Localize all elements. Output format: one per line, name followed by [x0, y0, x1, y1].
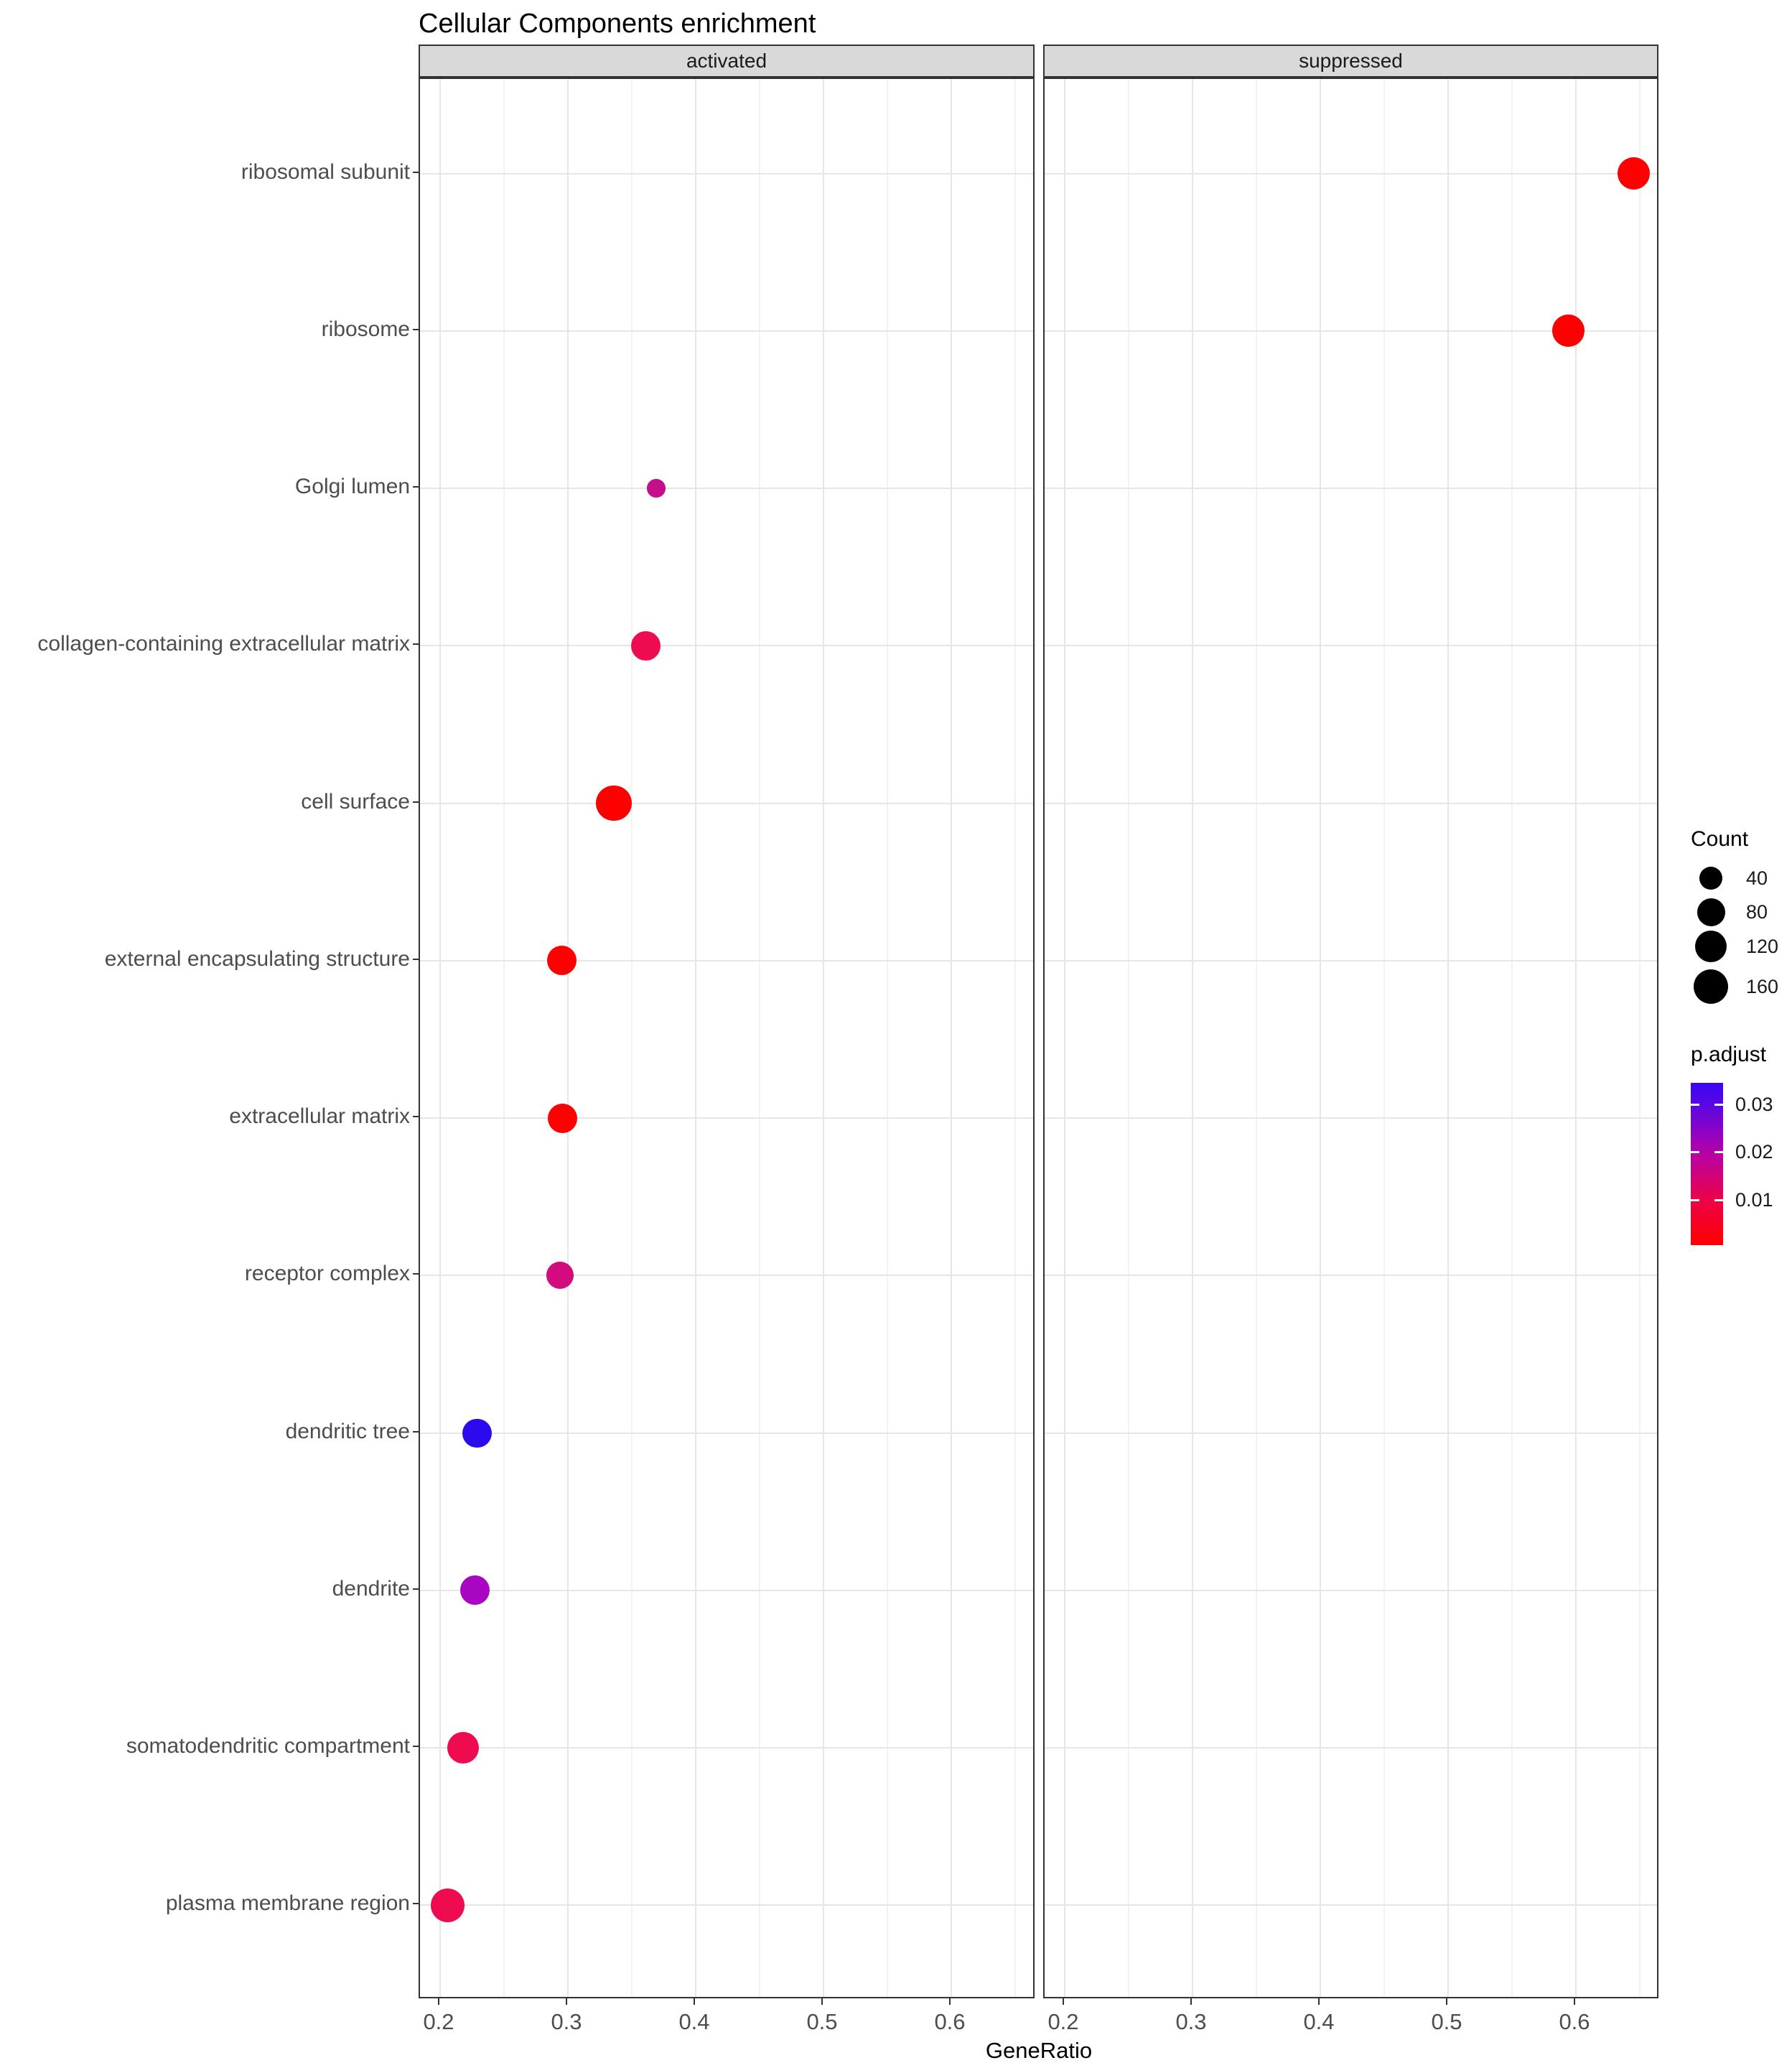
padjust-tick	[1714, 1104, 1723, 1106]
y-tick-mark	[413, 1588, 419, 1590]
x-tick-mark	[949, 1998, 951, 2005]
row-gridline	[1045, 1433, 1657, 1434]
x-tick-mark	[1063, 1998, 1064, 2005]
y-tick-mark	[413, 1273, 419, 1275]
minor-gridline	[1639, 79, 1641, 1997]
x-tick-mark	[1574, 1998, 1575, 2005]
minor-gridline	[1383, 79, 1385, 1997]
data-point	[1618, 157, 1650, 190]
x-tick-label: 0.5	[1431, 2009, 1462, 2034]
padjust-tick	[1691, 1104, 1699, 1106]
count-legend-circle	[1697, 898, 1725, 926]
y-axis-label: Golgi lumen	[294, 475, 410, 498]
row-gridline	[420, 1747, 1033, 1748]
panel-suppressed	[1043, 78, 1658, 1998]
y-axis-label: external encapsulating structure	[104, 947, 410, 971]
y-axis-label: ribosomal subunit	[241, 160, 410, 184]
row-gridline	[420, 1904, 1033, 1906]
padjust-tick	[1714, 1199, 1723, 1201]
facet-strip-suppressed-label: suppressed	[1299, 50, 1403, 72]
y-tick-mark	[413, 1903, 419, 1904]
x-tick-mark	[438, 1998, 439, 2005]
major-gridline	[567, 79, 569, 1997]
row-gridline	[420, 488, 1033, 489]
row-gridline	[1045, 803, 1657, 804]
data-point	[596, 786, 631, 821]
row-gridline	[1045, 173, 1657, 174]
major-gridline	[823, 79, 824, 1997]
row-gridline	[1045, 488, 1657, 489]
plot-title: Cellular Components enrichment	[419, 9, 816, 39]
major-gridline	[1575, 79, 1577, 1997]
row-gridline	[1045, 1904, 1657, 1906]
y-tick-mark	[413, 172, 419, 173]
facet-strip-activated	[419, 45, 1035, 78]
minor-gridline	[1256, 79, 1257, 1997]
y-tick-mark	[413, 1116, 419, 1117]
data-point	[447, 1732, 479, 1764]
padjust-tick	[1691, 1151, 1699, 1153]
data-point	[548, 1104, 577, 1133]
x-tick-label: 0.4	[1303, 2009, 1335, 2034]
y-axis-label: collagen-containing extracellular matrix	[37, 632, 410, 656]
data-point	[546, 1262, 574, 1289]
x-tick-mark	[1446, 1998, 1447, 2005]
y-tick-mark	[413, 486, 419, 488]
data-point	[647, 479, 666, 498]
count-legend-circle	[1699, 867, 1722, 890]
x-tick-label: 0.5	[806, 2009, 838, 2034]
row-gridline	[1045, 960, 1657, 961]
padjust-tick	[1714, 1151, 1723, 1153]
minor-gridline	[1128, 79, 1129, 1997]
row-gridline	[420, 330, 1033, 332]
row-gridline	[420, 1590, 1033, 1591]
minor-gridline	[887, 79, 888, 1997]
major-gridline	[695, 79, 696, 1997]
count-legend-label: 160	[1746, 976, 1779, 997]
row-gridline	[420, 1117, 1033, 1119]
major-gridline	[951, 79, 952, 1997]
y-tick-mark	[413, 801, 419, 803]
padjust-tick-label: 0.02	[1735, 1141, 1773, 1163]
y-axis-label: receptor complex	[244, 1262, 410, 1285]
x-tick-mark	[1190, 1998, 1192, 2005]
major-gridline	[1320, 79, 1321, 1997]
x-tick-label: 0.6	[934, 2009, 966, 2034]
count-legend-label: 40	[1746, 867, 1768, 889]
facet-strip-activated-label: activated	[686, 50, 767, 72]
major-gridline	[439, 79, 441, 1997]
x-tick-label: 0.4	[678, 2009, 710, 2034]
data-point	[460, 1575, 490, 1605]
x-tick-mark	[566, 1998, 567, 2005]
minor-gridline	[503, 79, 505, 1997]
row-gridline	[1045, 1590, 1657, 1591]
padjust-tick-label: 0.03	[1735, 1094, 1773, 1115]
row-gridline	[420, 1433, 1033, 1434]
y-tick-mark	[413, 1746, 419, 1747]
row-gridline	[420, 173, 1033, 174]
y-axis-label: plasma membrane region	[165, 1891, 410, 1915]
major-gridline	[1447, 79, 1449, 1997]
count-legend-label: 80	[1746, 901, 1768, 923]
y-tick-mark	[413, 959, 419, 960]
y-axis-label: cell surface	[301, 790, 410, 814]
y-axis-label: ribosome	[321, 317, 410, 341]
y-tick-mark	[413, 643, 419, 645]
count-legend-circle	[1694, 969, 1729, 1005]
count-legend-label: 120	[1746, 936, 1779, 957]
facet-strip-suppressed	[1043, 45, 1658, 78]
data-point	[631, 631, 661, 661]
row-gridline	[420, 803, 1033, 804]
data-point	[462, 1419, 491, 1448]
row-gridline	[1045, 1275, 1657, 1276]
y-axis-label: dendritic tree	[285, 1420, 410, 1443]
count-legend-title: Count	[1691, 827, 1749, 851]
padjust-tick-label: 0.01	[1735, 1189, 1773, 1211]
minor-gridline	[759, 79, 760, 1997]
x-tick-mark	[694, 1998, 695, 2005]
row-gridline	[420, 960, 1033, 961]
x-tick-label: 0.2	[423, 2009, 454, 2034]
x-tick-mark	[1318, 1998, 1320, 2005]
y-tick-mark	[413, 1431, 419, 1433]
y-axis-label: extracellular matrix	[229, 1104, 410, 1128]
x-axis-title: GeneRatio	[985, 2038, 1093, 2063]
major-gridline	[1064, 79, 1065, 1997]
row-gridline	[420, 1275, 1033, 1276]
x-tick-label: 0.3	[1175, 2009, 1207, 2034]
row-gridline	[420, 645, 1033, 646]
row-gridline	[1045, 645, 1657, 646]
padjust-tick	[1691, 1199, 1699, 1201]
minor-gridline	[1511, 79, 1513, 1997]
count-legend-circle	[1695, 931, 1727, 962]
x-tick-mark	[821, 1998, 823, 2005]
padjust-colorbar	[1691, 1083, 1723, 1245]
minor-gridline	[631, 79, 633, 1997]
data-point	[431, 1888, 465, 1922]
panel-activated	[419, 78, 1035, 1998]
row-gridline	[1045, 1747, 1657, 1748]
y-axis-label: dendrite	[332, 1577, 410, 1601]
row-gridline	[1045, 1117, 1657, 1119]
x-tick-label: 0.2	[1047, 2009, 1079, 2034]
x-tick-label: 0.6	[1559, 2009, 1590, 2034]
y-tick-mark	[413, 329, 419, 330]
major-gridline	[1192, 79, 1193, 1997]
data-point	[1552, 315, 1585, 347]
padjust-legend-title: p.adjust	[1691, 1043, 1767, 1066]
minor-gridline	[1014, 79, 1016, 1997]
data-point	[547, 946, 577, 975]
x-tick-label: 0.3	[551, 2009, 582, 2034]
y-axis-label: somatodendritic compartment	[126, 1734, 410, 1758]
